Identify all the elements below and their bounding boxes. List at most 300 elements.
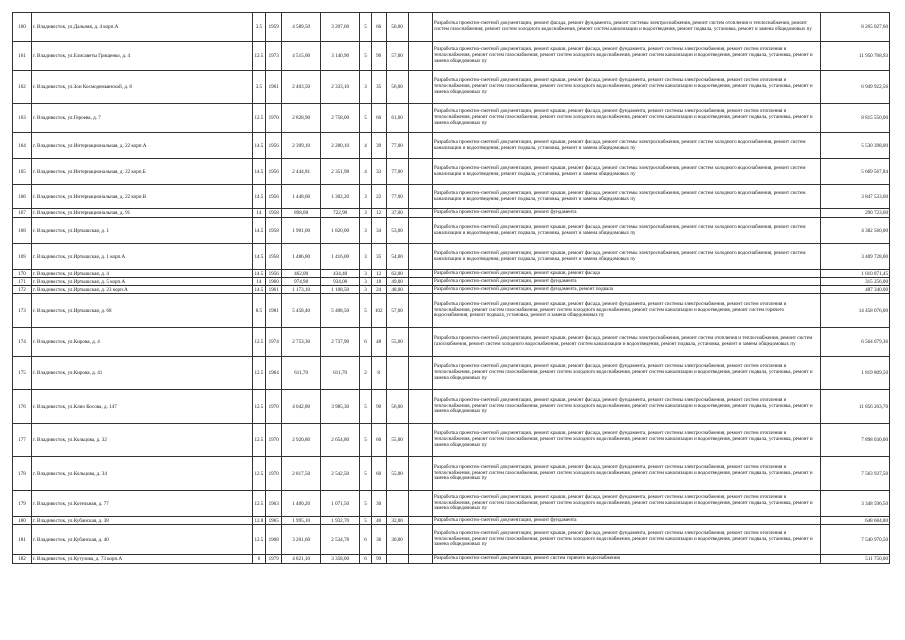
cost-cell: 1 819 809,50 bbox=[821, 357, 890, 390]
address-cell: г. Владивосток, ул.Кольцова, д. 32 bbox=[31, 424, 252, 457]
row-number-cell: 177 bbox=[13, 424, 32, 457]
cost-cell: 1 010 871,45 bbox=[821, 270, 890, 278]
works-cell: Разработка проектно-сметной документации, ремонт систем горячего водоснабжения bbox=[432, 555, 820, 564]
empty-cell bbox=[408, 244, 432, 270]
row-number-cell: 171 bbox=[13, 278, 32, 286]
table-row bbox=[13, 270, 890, 278]
total-area-cell: 4 515,00 bbox=[282, 42, 321, 71]
row-number-cell: 161 bbox=[13, 42, 32, 71]
cost-cell: 6 564 079,36 bbox=[821, 328, 890, 357]
total-area-cell: 2 753,30 bbox=[282, 328, 321, 357]
cost-cell: 7 563 937,50 bbox=[821, 457, 890, 491]
address-cell: г. Владивосток, ул.Кубанская, д. 38 bbox=[31, 517, 252, 525]
table-row bbox=[13, 555, 890, 564]
row-number-cell: 162 bbox=[13, 71, 32, 104]
table-row bbox=[13, 244, 890, 270]
row-number-cell: 172 bbox=[13, 286, 32, 294]
cost-cell: 487 340,00 bbox=[821, 286, 890, 294]
cost-cell: 5 669 567,84 bbox=[821, 159, 890, 185]
address-cell: г. Владивосток, ул.Дальняя, д. 4 корп.А bbox=[31, 13, 252, 42]
empty-cell bbox=[408, 294, 432, 328]
value-b-cell: 24 bbox=[371, 286, 386, 294]
row-number-cell: 168 bbox=[13, 218, 32, 244]
floors-cell: 5 bbox=[360, 104, 372, 133]
cost-cell: 8 815 550,00 bbox=[821, 104, 890, 133]
year-cell: 1959 bbox=[266, 13, 282, 42]
total-area-cell: 462,00 bbox=[282, 270, 321, 278]
wear-cell: 56,00 bbox=[386, 71, 408, 104]
value-b-cell: 102 bbox=[371, 294, 386, 328]
year-cell: 1965 bbox=[266, 517, 282, 525]
cost-cell: 4 382 560,00 bbox=[821, 218, 890, 244]
address-cell: г. Владивосток, ул.Кутузова, д. 73 корп.А bbox=[31, 555, 252, 564]
address-cell: г. Владивосток, ул.Интернациональная, д. 91 bbox=[31, 209, 252, 218]
cost-cell: 6 949 922,56 bbox=[821, 71, 890, 104]
value-a-cell: 14.5 bbox=[252, 159, 266, 185]
total-area-cell: 1 901,00 bbox=[282, 218, 321, 244]
empty-cell bbox=[408, 286, 432, 294]
value-b-cell: 35 bbox=[371, 71, 386, 104]
empty-cell bbox=[408, 278, 432, 286]
value-a-cell: 14 bbox=[252, 209, 266, 218]
value-b-cell: 34 bbox=[371, 218, 386, 244]
address-cell: г. Владивосток, ул.Иртышская, д. 1 bbox=[31, 218, 252, 244]
row-number-cell: 179 bbox=[13, 491, 32, 517]
living-area-cell: 3 985,30 bbox=[321, 390, 360, 424]
value-a-cell: 14.5 bbox=[252, 270, 266, 278]
value-b-cell: 33 bbox=[371, 159, 386, 185]
floors-cell: 5 bbox=[360, 457, 372, 491]
works-cell: Разработка проектно-сметной документации, ремонт фундамента, ремонт подвала bbox=[432, 286, 820, 294]
year-cell: 1956 bbox=[266, 270, 282, 278]
value-a-cell: 12.5 bbox=[252, 328, 266, 357]
floors-cell: 6 bbox=[360, 555, 372, 564]
year-cell: 1956 bbox=[266, 159, 282, 185]
value-b-cell: 22 bbox=[371, 185, 386, 209]
empty-cell bbox=[408, 209, 432, 218]
wear-cell: 77,00 bbox=[386, 159, 408, 185]
table-row bbox=[13, 42, 890, 71]
living-area-cell: 1 108,50 bbox=[321, 286, 360, 294]
works-cell: Разработка проектно-сметной документации, ремонт крыши, ремонт фасада, ремонт фундамента, ремонт системы электроснабжения, ремонт систем отопления и теплоснабжения, ремонт систем газоснабжения, ремонт систем холодного водоснабжения, ремонт систем канализации и водоотведения, ремонт подвала, установка, ремонт и замена общедомовых пу bbox=[432, 71, 820, 104]
value-a-cell: 6 bbox=[252, 555, 266, 564]
address-cell: г. Владивосток, ул.Кирова, д. 4 bbox=[31, 328, 252, 357]
floors-cell: 6 bbox=[360, 525, 372, 555]
value-b-cell: 48 bbox=[371, 328, 386, 357]
address-cell: г. Владивосток, ул.Кирова, д. 41 bbox=[31, 357, 252, 390]
living-area-cell: 2 654,80 bbox=[321, 424, 360, 457]
total-area-cell: 2 817,50 bbox=[282, 457, 321, 491]
total-area-cell: 898,00 bbox=[282, 209, 321, 218]
cost-cell: 3 409 728,00 bbox=[821, 244, 890, 270]
value-a-cell: 12.5 bbox=[252, 42, 266, 71]
address-cell: г. Владивосток, ул.Котельная, д. 77 bbox=[31, 491, 252, 517]
empty-cell bbox=[408, 357, 432, 390]
floors-cell: 4 bbox=[360, 133, 372, 159]
address-cell: г. Владивосток, ул.Иртышская, д. 68 bbox=[31, 294, 252, 328]
empty-cell bbox=[408, 491, 432, 517]
value-a-cell: 12.5 bbox=[252, 357, 266, 390]
table-row bbox=[13, 71, 890, 104]
table-row bbox=[13, 491, 890, 517]
table-row bbox=[13, 218, 890, 244]
cost-cell: 648 684,80 bbox=[821, 517, 890, 525]
year-cell: 1961 bbox=[266, 71, 282, 104]
value-a-cell: 3.5 bbox=[252, 13, 266, 42]
value-b-cell: 66 bbox=[371, 13, 386, 42]
value-b-cell: 90 bbox=[371, 390, 386, 424]
wear-cell: 55,00 bbox=[386, 424, 408, 457]
value-a-cell: 12.5 bbox=[252, 390, 266, 424]
cost-cell: 3 348 596,50 bbox=[821, 491, 890, 517]
floors-cell: 5 bbox=[360, 517, 372, 525]
value-b-cell: 12 bbox=[371, 209, 386, 218]
address-cell: г. Владивосток, ул.Елисаветы Грищенко, д. 4 bbox=[31, 42, 252, 71]
table-row bbox=[13, 278, 890, 286]
row-number-cell: 182 bbox=[13, 555, 32, 564]
year-cell: 1970 bbox=[266, 424, 282, 457]
row-number-cell: 180 bbox=[13, 517, 32, 525]
row-number-cell: 160 bbox=[13, 13, 32, 42]
total-area-cell: 2 403,50 bbox=[282, 71, 321, 104]
repair-program-table bbox=[12, 12, 890, 564]
works-cell: Разработка проектно-сметной документации, ремонт крыши, ремонт фасада, ремонт фундамента, ремонт системы электроснабжения, ремонт систем отопления и теплоснабжения, ремонт систем газоснабжения, ремонт систем холодного водоснабжения, ремонт систем канализации и водоотведения, ремонт подвала, установка, ремонт и замена общедомовых пу bbox=[432, 104, 820, 133]
works-cell: Разработка проектно-сметной документации, ремонт фундамента bbox=[432, 209, 820, 218]
wear-cell: 77,00 bbox=[386, 133, 408, 159]
table-row bbox=[13, 185, 890, 209]
address-cell: г. Владивосток, ул.Иртышская, д. 5 корп.А bbox=[31, 278, 252, 286]
year-cell: 1970 bbox=[266, 390, 282, 424]
works-cell: Разработка проектно-сметной документации, ремонт крыши, ремонт фасада, ремонт фундамента, ремонт системы электроснабжения, ремонт систем отопления и теплоснабжения, ремонт систем газоснабжения, ремонт систем холодного водоснабжения, ремонт систем канализации и водоотведения, ремонт подвала, установка, ремонт и замена общедомовых пу bbox=[432, 525, 820, 555]
works-cell: Разработка проектно-сметной документации, ремонт крыши, ремонт фасада, ремонт системы электроснабжения, ремонт систем отопления и теплоснабжения, ремонт систем газоснабжения, ремонт систем холодного водоснабжения, ремонт систем канализации и водоотведения, ремонт подвала, установка, ремонт и замена общедомовых пу bbox=[432, 328, 820, 357]
year-cell: 1973 bbox=[266, 42, 282, 71]
value-b-cell: 90 bbox=[371, 42, 386, 71]
works-cell: Разработка проектно-сметной документации, ремонт фундамента bbox=[432, 517, 820, 525]
value-a-cell: 14.5 bbox=[252, 185, 266, 209]
works-cell: Разработка проектно-сметной документации, ремонт фасада, ремонт фундамента, ремонт системы электроснабжения, ремонт систем отопления и теплоснабжения, ремонт систем газоснабжения, ремонт систем холодного водоснабжения, ремонт систем канализации и водоотведения, ремонт подвала, установка, ремонт и замена общедомовых пу bbox=[432, 13, 820, 42]
address-cell: г. Владивосток, ул.Иртышская, д. 23 корп.А bbox=[31, 286, 252, 294]
works-cell: Разработка проектно-сметной документации, ремонт крыши, ремонт фасада, ремонт фундамента, ремонт системы электроснабжения, ремонт систем отопления и теплоснабжения, ремонт систем газоснабжения, ремонт систем холодного водоснабжения, ремонт систем канализации и водоотведения, ремонт подвала, установка, ремонт и замена общедомовых пу bbox=[432, 357, 820, 390]
table-row bbox=[13, 294, 890, 328]
cost-cell: 290 723,60 bbox=[821, 209, 890, 218]
works-cell: Разработка проектно-сметной документации, ремонт крыши, ремонт фасада, ремонт фундамента, ремонт системы электроснабжения, ремонт систем отопления и теплоснабжения, ремонт систем газоснабжения, ремонт систем холодного водоснабжения, ремонт систем канализации и водоотведения, ремонт подвала, установка, ремонт и замена общедомовых пу bbox=[432, 424, 820, 457]
living-area-cell: 2 737,90 bbox=[321, 328, 360, 357]
row-number-cell: 175 bbox=[13, 357, 32, 390]
year-cell: 1961 bbox=[266, 286, 282, 294]
works-cell: Разработка проектно-сметной документации, ремонт фундамента bbox=[432, 278, 820, 286]
row-number-cell: 169 bbox=[13, 244, 32, 270]
year-cell: 1974 bbox=[266, 328, 282, 357]
value-b-cell: 60 bbox=[371, 104, 386, 133]
wear-cell: 48,00 bbox=[386, 286, 408, 294]
floors-cell: 4 bbox=[360, 159, 372, 185]
table-row bbox=[13, 328, 890, 357]
empty-cell bbox=[408, 185, 432, 209]
address-cell: г. Владивосток, ул.Интернациональная, д. 22 корп.А bbox=[31, 133, 252, 159]
empty-cell bbox=[408, 133, 432, 159]
address-cell: г. Владивосток, ул.Клио Косова, д. 147 bbox=[31, 390, 252, 424]
floors-cell: 3 bbox=[360, 185, 372, 209]
value-b-cell: 18 bbox=[371, 278, 386, 286]
value-a-cell: 14.5 bbox=[252, 133, 266, 159]
row-number-cell: 165 bbox=[13, 159, 32, 185]
document-page bbox=[12, 12, 890, 617]
year-cell: 1956 bbox=[266, 185, 282, 209]
total-area-cell: 1 486,80 bbox=[282, 244, 321, 270]
table-body bbox=[13, 13, 890, 564]
empty-cell bbox=[408, 328, 432, 357]
empty-cell bbox=[408, 517, 432, 525]
wear-cell bbox=[386, 357, 408, 390]
living-area-cell: 2 280,10 bbox=[321, 133, 360, 159]
address-cell: г. Владивосток, ул.Кубанская, д. 40 bbox=[31, 525, 252, 555]
value-a-cell: 8.5 bbox=[252, 294, 266, 328]
total-area-cell: 1 173,10 bbox=[282, 286, 321, 294]
table-row bbox=[13, 525, 890, 555]
table-row bbox=[13, 357, 890, 390]
row-number-cell: 178 bbox=[13, 457, 32, 491]
floors-cell: 5 bbox=[360, 390, 372, 424]
works-cell: Разработка проектно-сметной документации, ремонт крыши, ремонт фасада, ремонт системы электроснабжения, ремонт систем холодного водоснабжения, ремонт систем канализации и водоотведения, ремонт подвала, установка, ремонт и замена общедомовых пу bbox=[432, 133, 820, 159]
empty-cell bbox=[408, 525, 432, 555]
wear-cell: 61,00 bbox=[386, 104, 408, 133]
total-area-cell: 1 448,60 bbox=[282, 185, 321, 209]
floors-cell: 5 bbox=[360, 42, 372, 71]
empty-cell bbox=[408, 457, 432, 491]
cost-cell: 8 265 027,60 bbox=[821, 13, 890, 42]
living-area-cell: 2 534,78 bbox=[321, 525, 360, 555]
year-cell: 1981 bbox=[266, 294, 282, 328]
living-area-cell: 611,70 bbox=[321, 357, 360, 390]
living-area-cell: 1 071,50 bbox=[321, 491, 360, 517]
living-area-cell: 1 416,00 bbox=[321, 244, 360, 270]
year-cell: 1968 bbox=[266, 525, 282, 555]
address-cell: г. Владивосток, ул.Интернациональная, д. 22 корп.В bbox=[31, 185, 252, 209]
living-area-cell: 722,90 bbox=[321, 209, 360, 218]
value-b-cell: 60 bbox=[371, 457, 386, 491]
value-a-cell: 12.5 bbox=[252, 525, 266, 555]
wear-cell: 54,00 bbox=[386, 244, 408, 270]
works-cell: Разработка проектно-сметной документации, ремонт крыши, ремонт фасада, ремонт системы электроснабжения, ремонт систем холодного водоснабжения, ремонт систем канализации и водоотведения, ремонт подвала, установка, ремонт и замена общедомовых пу bbox=[432, 159, 820, 185]
wear-cell: 50,00 bbox=[386, 13, 408, 42]
living-area-cell: 3 140,90 bbox=[321, 42, 360, 71]
living-area-cell: 3 207,60 bbox=[321, 13, 360, 42]
year-cell: 1964 bbox=[266, 357, 282, 390]
year-cell: 1970 bbox=[266, 457, 282, 491]
living-area-cell: 2 351,98 bbox=[321, 159, 360, 185]
wear-cell: 56,00 bbox=[386, 390, 408, 424]
total-area-cell: 2 920,80 bbox=[282, 424, 321, 457]
total-area-cell: 2 444,81 bbox=[282, 159, 321, 185]
floors-cell: 3 bbox=[360, 286, 372, 294]
floors-cell: 6 bbox=[360, 328, 372, 357]
table-row bbox=[13, 390, 890, 424]
year-cell: 1979 bbox=[266, 555, 282, 564]
address-cell: г. Владивосток, ул.Героева, д. 7 bbox=[31, 104, 252, 133]
living-area-cell: 2 758,00 bbox=[321, 104, 360, 133]
floors-cell: 3 bbox=[360, 244, 372, 270]
total-area-cell: 3 201,60 bbox=[282, 525, 321, 555]
floors-cell: 5 bbox=[360, 13, 372, 42]
total-area-cell: 4 042,80 bbox=[282, 390, 321, 424]
total-area-cell: 974,90 bbox=[282, 278, 321, 286]
row-number-cell: 174 bbox=[13, 328, 32, 357]
address-cell: г. Владивосток, ул.Интернациональная, д. 22 корп.Б bbox=[31, 159, 252, 185]
value-a-cell: 12.8 bbox=[252, 517, 266, 525]
floors-cell: 3 bbox=[360, 218, 372, 244]
total-area-cell: 1 400,20 bbox=[282, 491, 321, 517]
year-cell: 1960 bbox=[266, 278, 282, 286]
empty-cell bbox=[408, 424, 432, 457]
year-cell: 1956 bbox=[266, 133, 282, 159]
empty-cell bbox=[408, 104, 432, 133]
works-cell: Разработка проектно-сметной документации, ремонт крыши, ремонт фасада, ремонт фундамента, ремонт системы электроснабжения, ремонт систем отопления и теплоснабжения, ремонт систем газоснабжения, ремонт систем холодного водоснабжения, ремонт систем канализации и водоотведения, ремонт подвала, установка, ремонт и замена общедомовых пу bbox=[432, 491, 820, 517]
total-area-cell: 4 821,10 bbox=[282, 555, 321, 564]
empty-cell bbox=[408, 71, 432, 104]
cost-cell: 11 856 263,70 bbox=[821, 390, 890, 424]
row-number-cell: 173 bbox=[13, 294, 32, 328]
living-area-cell: 2 333,10 bbox=[321, 71, 360, 104]
value-a-cell: 14.5 bbox=[252, 286, 266, 294]
living-area-cell: 1 820,00 bbox=[321, 218, 360, 244]
address-cell: г. Владивосток, ул.Зои Космодемьянской, д. 8 bbox=[31, 71, 252, 104]
cost-cell: 14 458 076,00 bbox=[821, 294, 890, 328]
empty-cell bbox=[408, 218, 432, 244]
empty-cell bbox=[408, 390, 432, 424]
value-b-cell: 30 bbox=[371, 491, 386, 517]
year-cell: 1958 bbox=[266, 244, 282, 270]
wear-cell: 55,00 bbox=[386, 457, 408, 491]
empty-cell bbox=[408, 159, 432, 185]
cost-cell: 7 540 970,50 bbox=[821, 525, 890, 555]
value-a-cell: 14.5 bbox=[252, 244, 266, 270]
table-row bbox=[13, 424, 890, 457]
floors-cell: 5 bbox=[360, 491, 372, 517]
value-b-cell: 8 bbox=[371, 357, 386, 390]
wear-cell: 32,00 bbox=[386, 517, 408, 525]
row-number-cell: 170 bbox=[13, 270, 32, 278]
wear-cell: 77,00 bbox=[386, 185, 408, 209]
works-cell: Разработка проектно-сметной документации, ремонт крыши, ремонт фасада, ремонт системы электроснабжения, ремонт систем холодного водоснабжения, ремонт систем канализации и водоотведения, ремонт подвала, установка, ремонт и замена общедомовых пу bbox=[432, 185, 820, 209]
address-cell: г. Владивосток, ул.Кольцова, д. 34 bbox=[31, 457, 252, 491]
total-area-cell: 611,70 bbox=[282, 357, 321, 390]
table-row bbox=[13, 159, 890, 185]
living-area-cell: 434,40 bbox=[321, 270, 360, 278]
floors-cell: 5 bbox=[360, 424, 372, 457]
floors-cell: 3 bbox=[360, 270, 372, 278]
wear-cell bbox=[386, 491, 408, 517]
works-cell: Разработка проектно-сметной документации, ремонт крыши, ремонт фасада, ремонт фундамента, ремонт системы электроснабжения, ремонт систем отопления и теплоснабжения, ремонт систем газоснабжения, ремонт систем холодного водоснабжения, ремонт систем канализации и водоотведения, ремонт подвала, установка, ремонт и замена общедомовых пу bbox=[432, 457, 820, 491]
living-area-cell: 3 358,00 bbox=[321, 555, 360, 564]
wear-cell: 57,00 bbox=[386, 42, 408, 71]
cost-cell: 3 847 533,60 bbox=[821, 185, 890, 209]
living-area-cell: 934,00 bbox=[321, 278, 360, 286]
wear-cell: 49,00 bbox=[386, 278, 408, 286]
value-b-cell: 12 bbox=[371, 270, 386, 278]
wear-cell bbox=[386, 555, 408, 564]
row-number-cell: 176 bbox=[13, 390, 32, 424]
floors-cell: 3 bbox=[360, 278, 372, 286]
floors-cell: 3 bbox=[360, 209, 372, 218]
living-area-cell: 1 302,20 bbox=[321, 185, 360, 209]
cost-cell: 511 750,00 bbox=[821, 555, 890, 564]
works-cell: Разработка проектно-сметной документации, ремонт крыши, ремонт фасада, ремонт фундамента, ремонт системы электроснабжения, ремонт систем отопления и теплоснабжения, ремонт систем газоснабжения, ремонт систем холодного водоснабжения, ремонт систем канализации и водоотведения, ремонт подвала, установка, ремонт и замена общедомовых пу bbox=[432, 390, 820, 424]
table-row bbox=[13, 286, 890, 294]
cost-cell: 5 530 398,00 bbox=[821, 133, 890, 159]
floors-cell: 2 bbox=[360, 357, 372, 390]
total-area-cell: 5 458,40 bbox=[282, 294, 321, 328]
wear-cell: 55,00 bbox=[386, 328, 408, 357]
value-b-cell: 60 bbox=[371, 424, 386, 457]
value-a-cell: 3.5 bbox=[252, 71, 266, 104]
value-a-cell: 14 bbox=[252, 278, 266, 286]
living-area-cell: 5 408,50 bbox=[321, 294, 360, 328]
total-area-cell: 2 399,10 bbox=[282, 133, 321, 159]
value-a-cell: 12.5 bbox=[252, 104, 266, 133]
wear-cell: 57,00 bbox=[386, 294, 408, 328]
address-cell: г. Владивосток, ул.Иртышская, д. 4 bbox=[31, 270, 252, 278]
table-row bbox=[13, 104, 890, 133]
wear-cell: 53,00 bbox=[386, 218, 408, 244]
value-b-cell: 40 bbox=[371, 517, 386, 525]
value-b-cell: 39 bbox=[371, 133, 386, 159]
row-number-cell: 164 bbox=[13, 133, 32, 159]
wear-cell: 30,00 bbox=[386, 525, 408, 555]
floors-cell: 5 bbox=[360, 294, 372, 328]
address-cell: г. Владивосток, ул.Иртышская, д. 1 корп.А bbox=[31, 244, 252, 270]
works-cell: Разработка проектно-сметной документации, ремонт крыши, ремонт фасада, ремонт системы электроснабжения, ремонт систем холодного водоснабжения, ремонт систем канализации и водоотведения, ремонт подвала, установка, ремонт и замена общедомовых пу bbox=[432, 244, 820, 270]
empty-cell bbox=[408, 13, 432, 42]
year-cell: 1958 bbox=[266, 209, 282, 218]
year-cell: 1970 bbox=[266, 104, 282, 133]
empty-cell bbox=[408, 555, 432, 564]
cost-cell: 11 950 768,93 bbox=[821, 42, 890, 71]
year-cell: 1958 bbox=[266, 218, 282, 244]
total-area-cell: 1 995,10 bbox=[282, 517, 321, 525]
row-number-cell: 163 bbox=[13, 104, 32, 133]
value-a-cell: 12.5 bbox=[252, 424, 266, 457]
value-b-cell: 99 bbox=[371, 555, 386, 564]
year-cell: 1963 bbox=[266, 491, 282, 517]
works-cell: Разработка проектно-сметной документации, ремонт крыши, ремонт фасада, ремонт фундамента, ремонт системы электроснабжения, ремонт систем отопления и теплоснабжения, ремонт систем газоснабжения, ремонт систем холодного водоснабжения, ремонт систем канализации и водоотведения, ремонт подвала, установка, ремонт и замена общедомовых пу bbox=[432, 42, 820, 71]
value-a-cell: 12.5 bbox=[252, 457, 266, 491]
total-area-cell: 2 828,90 bbox=[282, 104, 321, 133]
wear-cell: 37,00 bbox=[386, 209, 408, 218]
value-b-cell: 35 bbox=[371, 244, 386, 270]
row-number-cell: 166 bbox=[13, 185, 32, 209]
works-cell: Разработка проектно-сметной документации, ремонт крыши, ремонт фасада, ремонт фундамента, ремонт системы электроснабжения, ремонт систем отопления и теплоснабжения, ремонт систем газоснабжения, ремонт систем холодного водоснабжения, ремонт систем канализации и водоотведения, ремонт систем горячего водоснабжения, ремонт подвала, установка, ремонт и замена общедомовых пу bbox=[432, 294, 820, 328]
table-row bbox=[13, 13, 890, 42]
value-a-cell: 14.5 bbox=[252, 218, 266, 244]
value-a-cell: 12.5 bbox=[252, 491, 266, 517]
value-b-cell: 36 bbox=[371, 525, 386, 555]
row-number-cell: 167 bbox=[13, 209, 32, 218]
table-row bbox=[13, 133, 890, 159]
works-cell: Разработка проектно-сметной документации, ремонт крыши, ремонт фасада, ремонт системы электроснабжения, ремонт систем холодного водоснабжения, ремонт систем канализации и водоотведения, ремонт подвала, установка, ремонт и замена общедомовых пу bbox=[432, 218, 820, 244]
table-row bbox=[13, 517, 890, 525]
living-area-cell: 1 932,70 bbox=[321, 517, 360, 525]
cost-cell: 7 898 030,00 bbox=[821, 424, 890, 457]
table-row bbox=[13, 209, 890, 218]
total-area-cell: 4 589,50 bbox=[282, 13, 321, 42]
living-area-cell: 2 542,50 bbox=[321, 457, 360, 491]
cost-cell: 315 256,00 bbox=[821, 278, 890, 286]
empty-cell bbox=[408, 270, 432, 278]
empty-cell bbox=[408, 42, 432, 71]
row-number-cell: 181 bbox=[13, 525, 32, 555]
table-row bbox=[13, 457, 890, 491]
wear-cell: 62,00 bbox=[386, 270, 408, 278]
